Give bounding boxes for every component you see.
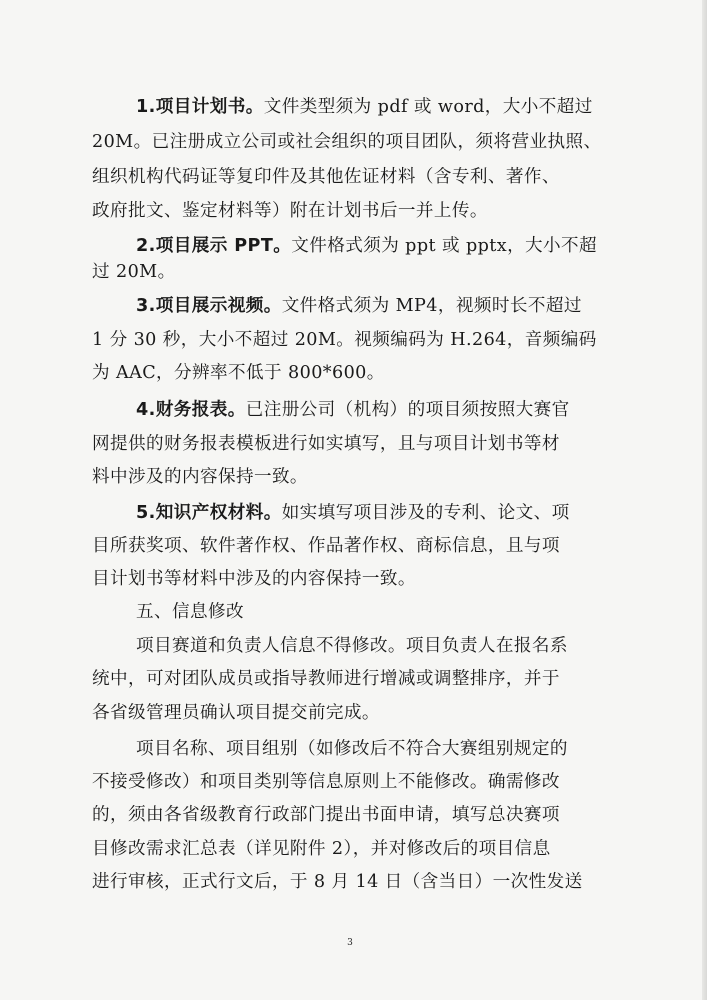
item-1-line-3: 组织机构代码证等复印件及其他佐证材料（含专利、著作、 (92, 167, 560, 187)
item-5-line-3: 目计划书等材料中涉及的内容保持一致。 (92, 569, 416, 589)
item-1-title: 1.项目计划书。 (136, 97, 264, 117)
paragraph-1-line-2: 统中，可对团队成员或指导教师进行增减或调整排序，并于 (92, 669, 560, 689)
item-1-text: 文件类型须为 pdf 或 word，大小不超过 (263, 97, 593, 117)
item-4-text: 已注册公司（机构）的项目须按照大赛官 (245, 400, 570, 420)
item-3-title: 3.项目展示视频。 (136, 296, 282, 316)
section-heading: 五、信息修改 (136, 602, 244, 622)
item-4-title: 4.财务报表。 (136, 400, 246, 420)
paragraph-2-line-5: 进行审核，正式行文后，于 8 月 14 日（含当日）一次性发送 (92, 872, 583, 892)
item-5-text: 如实填写项目涉及的专利、论文、项 (281, 503, 570, 523)
item-2-text: 文件格式须为 ppt 或 pptx，大小不超 (291, 236, 598, 256)
item-3-line-2: 1 分 30 秒，大小不超过 20M。视频编码为 H.264，音频编码 (92, 330, 597, 350)
item-5-first-line (136, 501, 622, 525)
item-3-line-3: 为 AAC，分辨率不低于 800*600。 (92, 363, 385, 383)
paragraph-2-line-4: 目修改需求汇总表（详见附件 2），并对修改后的项目信息 (92, 839, 551, 859)
item-5-line-2: 目所获奖项、软件著作权、作品著作权、商标信息，且与项 (92, 536, 560, 556)
item-3-text: 文件格式须为 MP4，视频时长不超过 (281, 296, 582, 316)
item-4-line-3: 料中涉及的内容保持一致。 (92, 467, 308, 487)
item-1-line-2: 20M。已注册成立公司或社会组织的项目团队，须将营业执照、 (92, 132, 602, 152)
paragraph-2-line-1: 项目名称、项目组别（如修改后不符合大赛组别规定的 (136, 739, 568, 759)
page-number: 3 (347, 938, 353, 948)
item-1-first-line (136, 95, 622, 119)
paragraph-2-line-2: 不接受修改）和项目类别等信息原则上不能修改。确需修改 (92, 772, 560, 792)
item-3-first-line (136, 294, 622, 318)
item-2-title: 2.项目展示 PPT。 (136, 236, 292, 256)
item-4-first-line (136, 398, 622, 422)
item-4-line-2: 网提供的财务报表模板进行如实填写，且与项目计划书等材 (92, 434, 560, 454)
item-5-title: 5.知识产权材料。 (136, 503, 282, 523)
paragraph-2-line-3: 的，须由各省级教育行政部门提出书面申请，填写总决赛项 (92, 805, 560, 825)
paragraph-1-line-1: 项目赛道和负责人信息不得修改。项目负责人在报名系 (136, 636, 568, 656)
item-1-line-4: 政府批文、鉴定材料等）附在计划书后一并上传。 (92, 201, 488, 221)
item-2-first-line (136, 234, 622, 258)
paragraph-1-line-3: 各省级管理员确认项目提交前完成。 (92, 703, 380, 723)
scan-edge (702, 0, 707, 1000)
item-2-line-2: 过 20M。 (92, 262, 176, 282)
